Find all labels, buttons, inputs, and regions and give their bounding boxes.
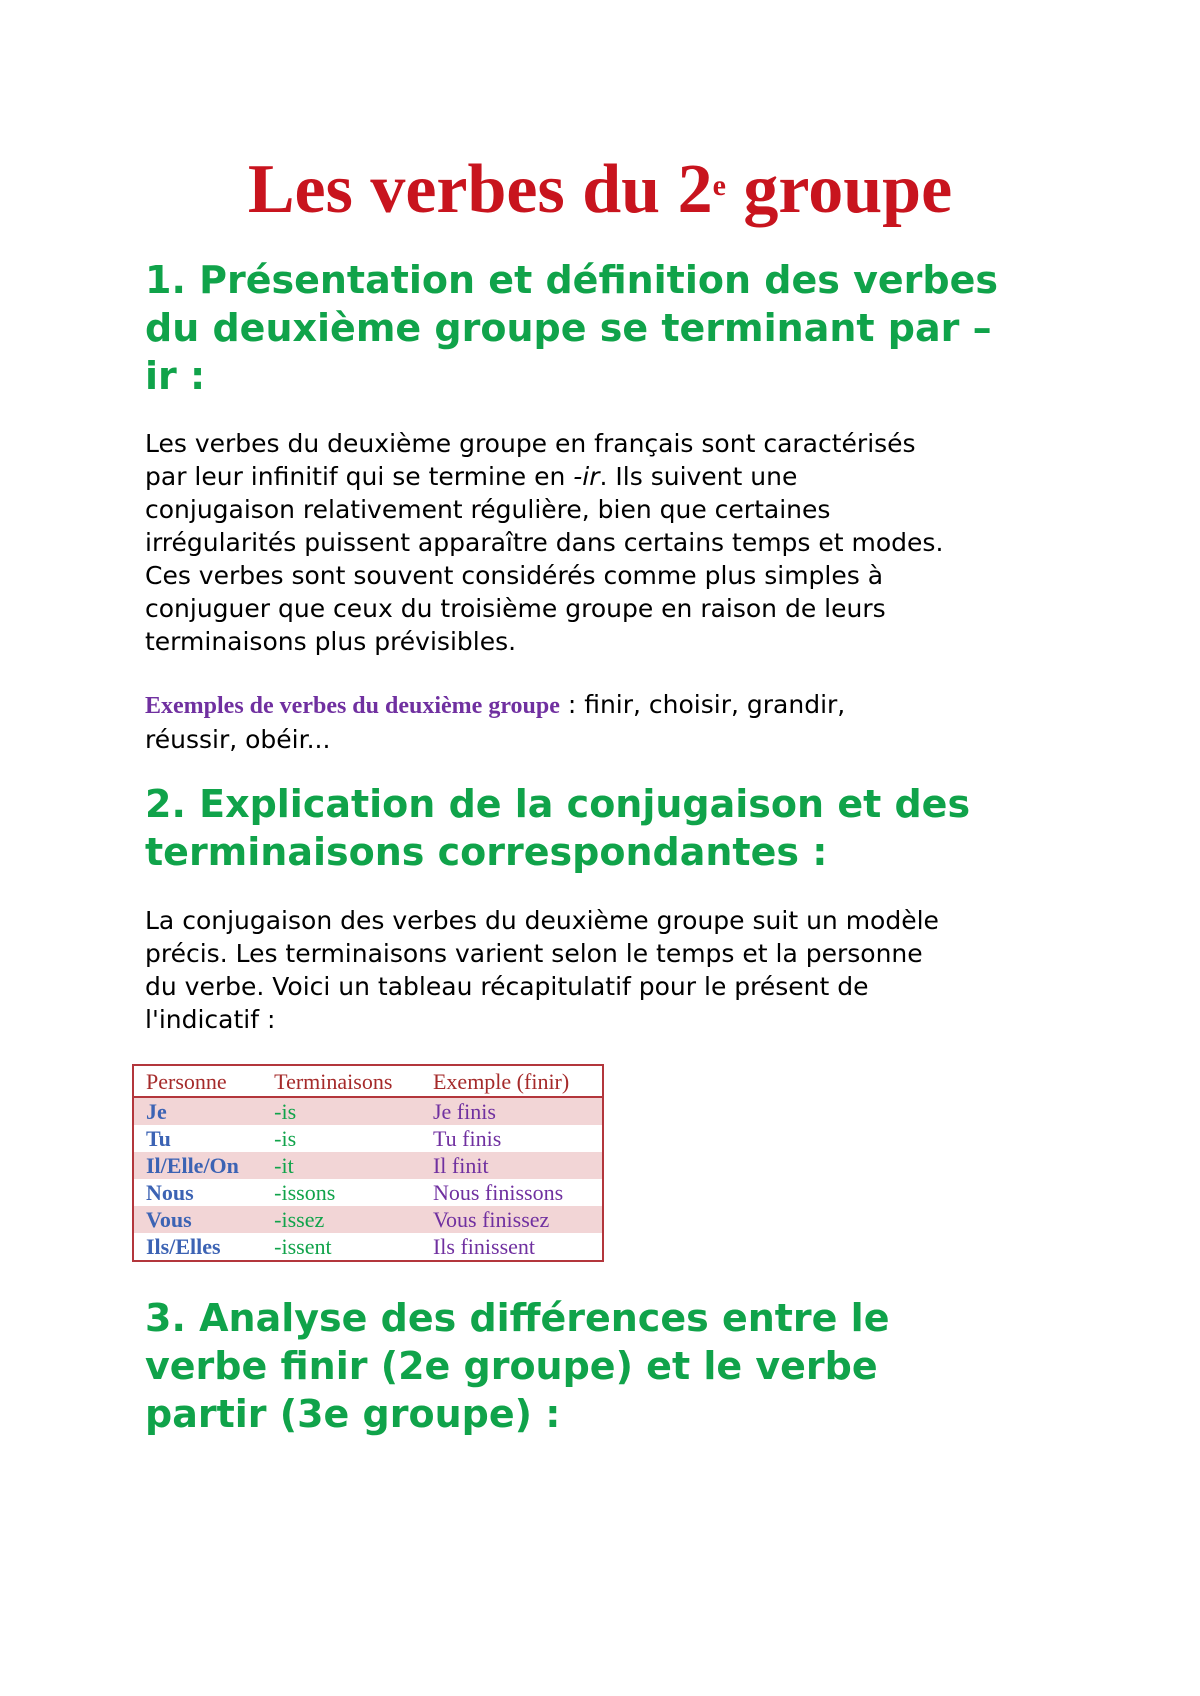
cell-ending: -issons <box>274 1180 336 1205</box>
section-1-heading: 1. Présentation et définition des verbes du deuxième groupe se terminant par – ir : <box>145 258 998 398</box>
section-1-paragraph-start: Les verbes du deuxième groupe en français sont caractérisés par leur infinitif qui se termine en <box>145 429 916 491</box>
table-row <box>133 1233 603 1261</box>
section-1-paragraph-end: . Ils suivent une conjugaison relativement régulière, bien que certaines irrégularités puissent apparaître dans certains temps et modes. Ces verbes sont souvent considérés comme plus simples à conjuguer que ceux du troisième groupe en raison de leurs terminaisons plus prévisibles. <box>145 462 944 656</box>
title-superscript: e <box>712 169 726 202</box>
table-row <box>133 1125 603 1152</box>
cell-ending: -is <box>274 1126 297 1151</box>
section-3-heading: 3. Analyse des différences entre le verbe finir (2e groupe) et le verbe partir (3e groupe) : <box>145 1296 890 1436</box>
cell-person: Tu <box>146 1126 171 1151</box>
cell-example: Tu finis <box>432 1126 502 1151</box>
cell-person: Il/Elle/On <box>133 1152 262 1179</box>
page-title <box>0 148 1200 232</box>
header-terminaisons: Terminaisons <box>262 1065 421 1097</box>
cell-person: Ils/Elles <box>146 1234 221 1259</box>
cell-ending: -issent <box>274 1234 332 1259</box>
cell-person: Nous <box>146 1180 194 1205</box>
cell-example: Il finit <box>421 1152 603 1179</box>
section-1-paragraph-italic: -ir <box>573 462 600 491</box>
title-after: groupe <box>725 151 953 228</box>
table-row <box>133 1206 603 1233</box>
table-row <box>133 1097 603 1125</box>
section-2-paragraph: La conjugaison des verbes du deuxième groupe suit un modèle précis. Les terminaisons varient selon le temps et la personne du verbe. Voici un tableau récapitulatif pour le présent de l'indicatif : <box>145 906 939 1034</box>
table-header-row <box>133 1065 603 1097</box>
cell-example: Nous finissons <box>432 1180 564 1205</box>
examples-paragraph <box>145 688 1085 756</box>
examples-text: : finir, choisir, grandir, réussir, obéir... <box>145 690 846 754</box>
section-1-paragraph <box>145 427 1085 658</box>
cell-example: Vous finissez <box>421 1206 603 1233</box>
cell-person: Vous <box>133 1206 262 1233</box>
table-row <box>133 1179 603 1206</box>
cell-ending: -issez <box>262 1206 421 1233</box>
cell-ending: -it <box>262 1152 421 1179</box>
conjugation-table <box>132 1064 604 1262</box>
header-personne: Personne <box>133 1065 262 1097</box>
title-main: Les verbes du 2 <box>247 151 713 228</box>
cell-person: Je <box>133 1097 262 1125</box>
header-exemple: Exemple (finir) <box>421 1065 603 1097</box>
examples-label: Exemples de verbes du deuxième groupe <box>145 693 560 719</box>
table-row <box>133 1152 603 1179</box>
cell-example: Je finis <box>421 1097 603 1125</box>
section-2-heading: 2. Explication de la conjugaison et des terminaisons correspondantes : <box>145 782 971 874</box>
cell-example: Ils finissent <box>432 1234 536 1259</box>
cell-ending: -is <box>262 1097 421 1125</box>
